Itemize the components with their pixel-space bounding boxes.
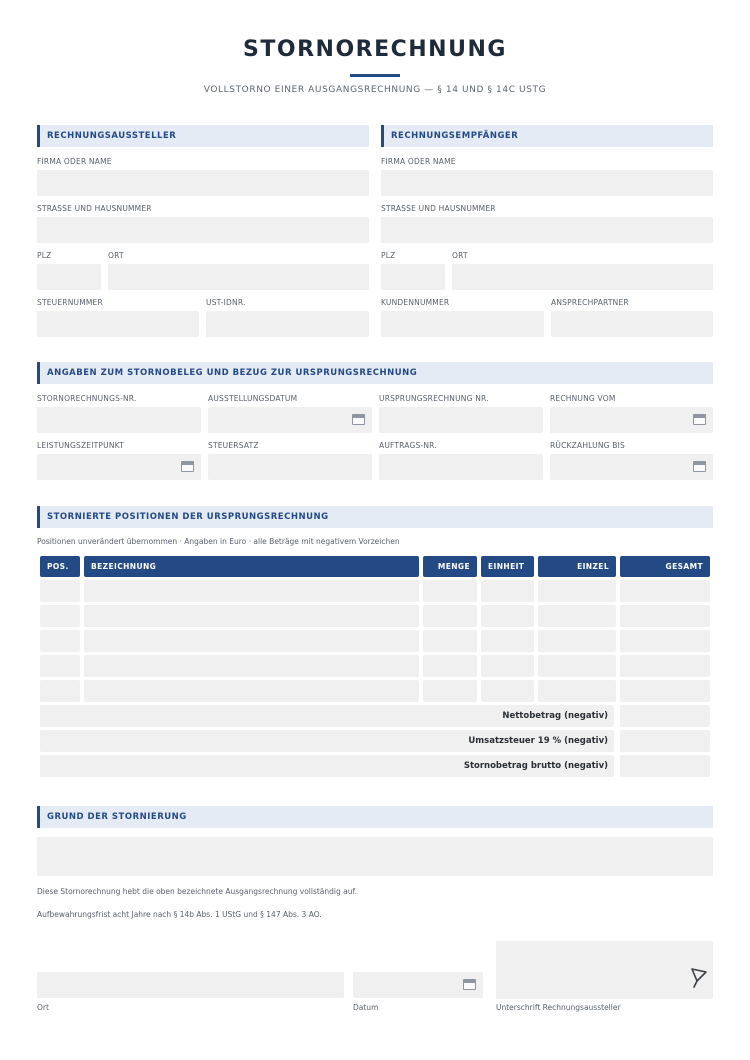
position-cell-pos[interactable] xyxy=(40,605,80,627)
recipient-section-header xyxy=(381,125,713,147)
position-cell-unit[interactable] xyxy=(481,630,534,652)
position-cell-pos[interactable] xyxy=(40,680,80,702)
recipient-city-label: ORT xyxy=(452,251,468,260)
service-date-field[interactable] xyxy=(37,454,201,480)
recipient-customer-number-field[interactable] xyxy=(381,311,544,337)
vat-amount-label: Umsatzsteuer 19 % (negativ) xyxy=(40,730,614,752)
invoice-date-field[interactable] xyxy=(550,407,713,433)
position-cell-unit-price[interactable] xyxy=(538,580,616,602)
issuer-city-field[interactable] xyxy=(108,264,369,290)
position-cell-pos[interactable] xyxy=(40,630,80,652)
issue-date-field[interactable] xyxy=(208,407,372,433)
recipient-zip-label: PLZ xyxy=(381,251,396,260)
issuer-vat-id-label: UST-IDNR. xyxy=(206,298,246,307)
issuer-street-label: STRASSE UND HAUSNUMMER xyxy=(37,204,152,213)
positions-section-header xyxy=(37,506,713,528)
position-cell-pos[interactable] xyxy=(40,580,80,602)
column-header-quantity: MENGE xyxy=(423,556,477,577)
signature-field[interactable] xyxy=(496,941,713,999)
column-header-unit: EINHEIT xyxy=(481,556,534,577)
refund-by-field[interactable] xyxy=(550,454,713,480)
cancellation-number-label: STORNORECHNUNGS-NR. xyxy=(37,394,137,403)
reason-note-1: Diese Stornorechnung hebt die oben bezeichnete Ausgangsrechnung vollständig auf. xyxy=(37,887,357,896)
calendar-icon[interactable] xyxy=(181,461,194,472)
position-cell-description[interactable] xyxy=(84,655,419,677)
date-field[interactable] xyxy=(353,972,483,998)
calendar-icon[interactable] xyxy=(352,414,365,425)
position-cell-unit[interactable] xyxy=(481,655,534,677)
original-invoice-label: URSPRUNGSRECHNUNG NR. xyxy=(379,394,489,403)
order-number-label: AUFTRAGS-NR. xyxy=(379,441,437,450)
position-cell-quantity[interactable] xyxy=(423,605,477,627)
column-header-unit-price: EINZEL xyxy=(538,556,616,577)
position-cell-description[interactable] xyxy=(84,630,419,652)
position-cell-unit[interactable] xyxy=(481,680,534,702)
recipient-city-field[interactable] xyxy=(452,264,713,290)
place-label: Ort xyxy=(37,1003,49,1012)
position-cell-total[interactable] xyxy=(620,605,710,627)
issuer-vat-id-field[interactable] xyxy=(206,311,369,337)
original-invoice-field[interactable] xyxy=(379,407,543,433)
page-title: STORNORECHNUNG xyxy=(243,37,507,62)
vat-amount-field[interactable] xyxy=(620,730,710,752)
issue-date-label: AUSSTELLUNGSDATUM xyxy=(208,394,298,403)
column-header-description: BEZEICHNUNG xyxy=(84,556,419,577)
position-cell-quantity[interactable] xyxy=(423,630,477,652)
reason-field[interactable] xyxy=(37,837,713,876)
issuer-section-title: RECHNUNGSAUSSTELLER xyxy=(47,131,177,141)
column-header-pos: POS. xyxy=(40,556,80,577)
issuer-zip-field[interactable] xyxy=(37,264,101,290)
positions-section-title: STORNIERTE POSITIONEN DER URSPRUNGSRECHNUNG xyxy=(47,512,329,522)
position-cell-unit-price[interactable] xyxy=(538,680,616,702)
calendar-icon[interactable] xyxy=(693,414,706,425)
cancellation-number-field[interactable] xyxy=(37,407,201,433)
signature-label: Unterschrift Rechnungsaussteller xyxy=(496,1003,621,1012)
refund-by-label: RÜCKZAHLUNG BIS xyxy=(550,441,625,450)
gross-amount-label: Stornobetrag brutto (negativ) xyxy=(40,755,614,777)
pen-icon xyxy=(691,968,707,991)
position-cell-pos[interactable] xyxy=(40,655,80,677)
position-cell-total[interactable] xyxy=(620,580,710,602)
place-field[interactable] xyxy=(37,972,344,998)
recipient-street-label: STRASSE UND HAUSNUMMER xyxy=(381,204,496,213)
issuer-tax-number-field[interactable] xyxy=(37,311,199,337)
calendar-icon[interactable] xyxy=(693,461,706,472)
title-divider xyxy=(350,74,400,77)
reference-section-title: ANGABEN ZUM STORNOBELEG UND BEZUG ZUR URSPRUNGSRECHNUNG xyxy=(47,368,418,378)
gross-amount-field[interactable] xyxy=(620,755,710,777)
calendar-icon[interactable] xyxy=(463,979,476,990)
recipient-customer-number-label: KUNDENNUMMER xyxy=(381,298,450,307)
position-cell-description[interactable] xyxy=(84,580,419,602)
net-amount-field[interactable] xyxy=(620,705,710,727)
order-number-field[interactable] xyxy=(379,454,543,480)
issuer-company-field[interactable] xyxy=(37,170,369,196)
recipient-contact-field[interactable] xyxy=(551,311,713,337)
position-cell-unit-price[interactable] xyxy=(538,605,616,627)
position-cell-quantity[interactable] xyxy=(423,580,477,602)
position-cell-unit[interactable] xyxy=(481,605,534,627)
issuer-company-label: FIRMA ODER NAME xyxy=(37,157,112,166)
position-cell-quantity[interactable] xyxy=(423,680,477,702)
recipient-zip-field[interactable] xyxy=(381,264,445,290)
recipient-contact-label: ANSPRECHPARTNER xyxy=(551,298,629,307)
reason-note-2: Aufbewahrungsfrist acht Jahre nach § 14b Abs. 1 UStG und § 147 Abs. 3 AO. xyxy=(37,910,322,919)
reference-section-header xyxy=(37,362,713,384)
date-label: Datum xyxy=(353,1003,379,1012)
reason-section-header xyxy=(37,806,713,828)
positions-note: Positionen unverändert übernommen · Angaben in Euro · alle Beträge mit negativem Vorzeichen xyxy=(37,537,400,546)
recipient-street-field[interactable] xyxy=(381,217,713,243)
issuer-zip-label: PLZ xyxy=(37,251,52,260)
issuer-section-header xyxy=(37,125,369,147)
recipient-company-label: FIRMA ODER NAME xyxy=(381,157,456,166)
recipient-section-title: RECHNUNGSEMPFÄNGER xyxy=(391,131,519,141)
position-cell-unit-price[interactable] xyxy=(538,655,616,677)
position-cell-total[interactable] xyxy=(620,655,710,677)
position-cell-total[interactable] xyxy=(620,630,710,652)
net-amount-label: Nettobetrag (negativ) xyxy=(40,705,614,727)
reason-section-title: GRUND DER STORNIERUNG xyxy=(47,812,187,822)
position-cell-description[interactable] xyxy=(84,605,419,627)
issuer-city-label: ORT xyxy=(108,251,124,260)
page-subtitle: VOLLSTORNO EINER AUSGANGSRECHNUNG — § 14 UND § 14C USTG xyxy=(203,85,547,95)
position-cell-description[interactable] xyxy=(84,680,419,702)
position-cell-total[interactable] xyxy=(620,680,710,702)
issuer-tax-number-label: STEUERNUMMER xyxy=(37,298,103,307)
tax-rate-field[interactable] xyxy=(208,454,372,480)
recipient-company-field[interactable] xyxy=(381,170,713,196)
position-cell-unit[interactable] xyxy=(481,580,534,602)
tax-rate-label: STEUERSATZ xyxy=(208,441,259,450)
column-header-total: GESAMT xyxy=(620,556,710,577)
position-cell-quantity[interactable] xyxy=(423,655,477,677)
service-date-label: LEISTUNGSZEITPUNKT xyxy=(37,441,124,450)
invoice-date-label: RECHNUNG VOM xyxy=(550,394,616,403)
issuer-street-field[interactable] xyxy=(37,217,369,243)
position-cell-unit-price[interactable] xyxy=(538,630,616,652)
